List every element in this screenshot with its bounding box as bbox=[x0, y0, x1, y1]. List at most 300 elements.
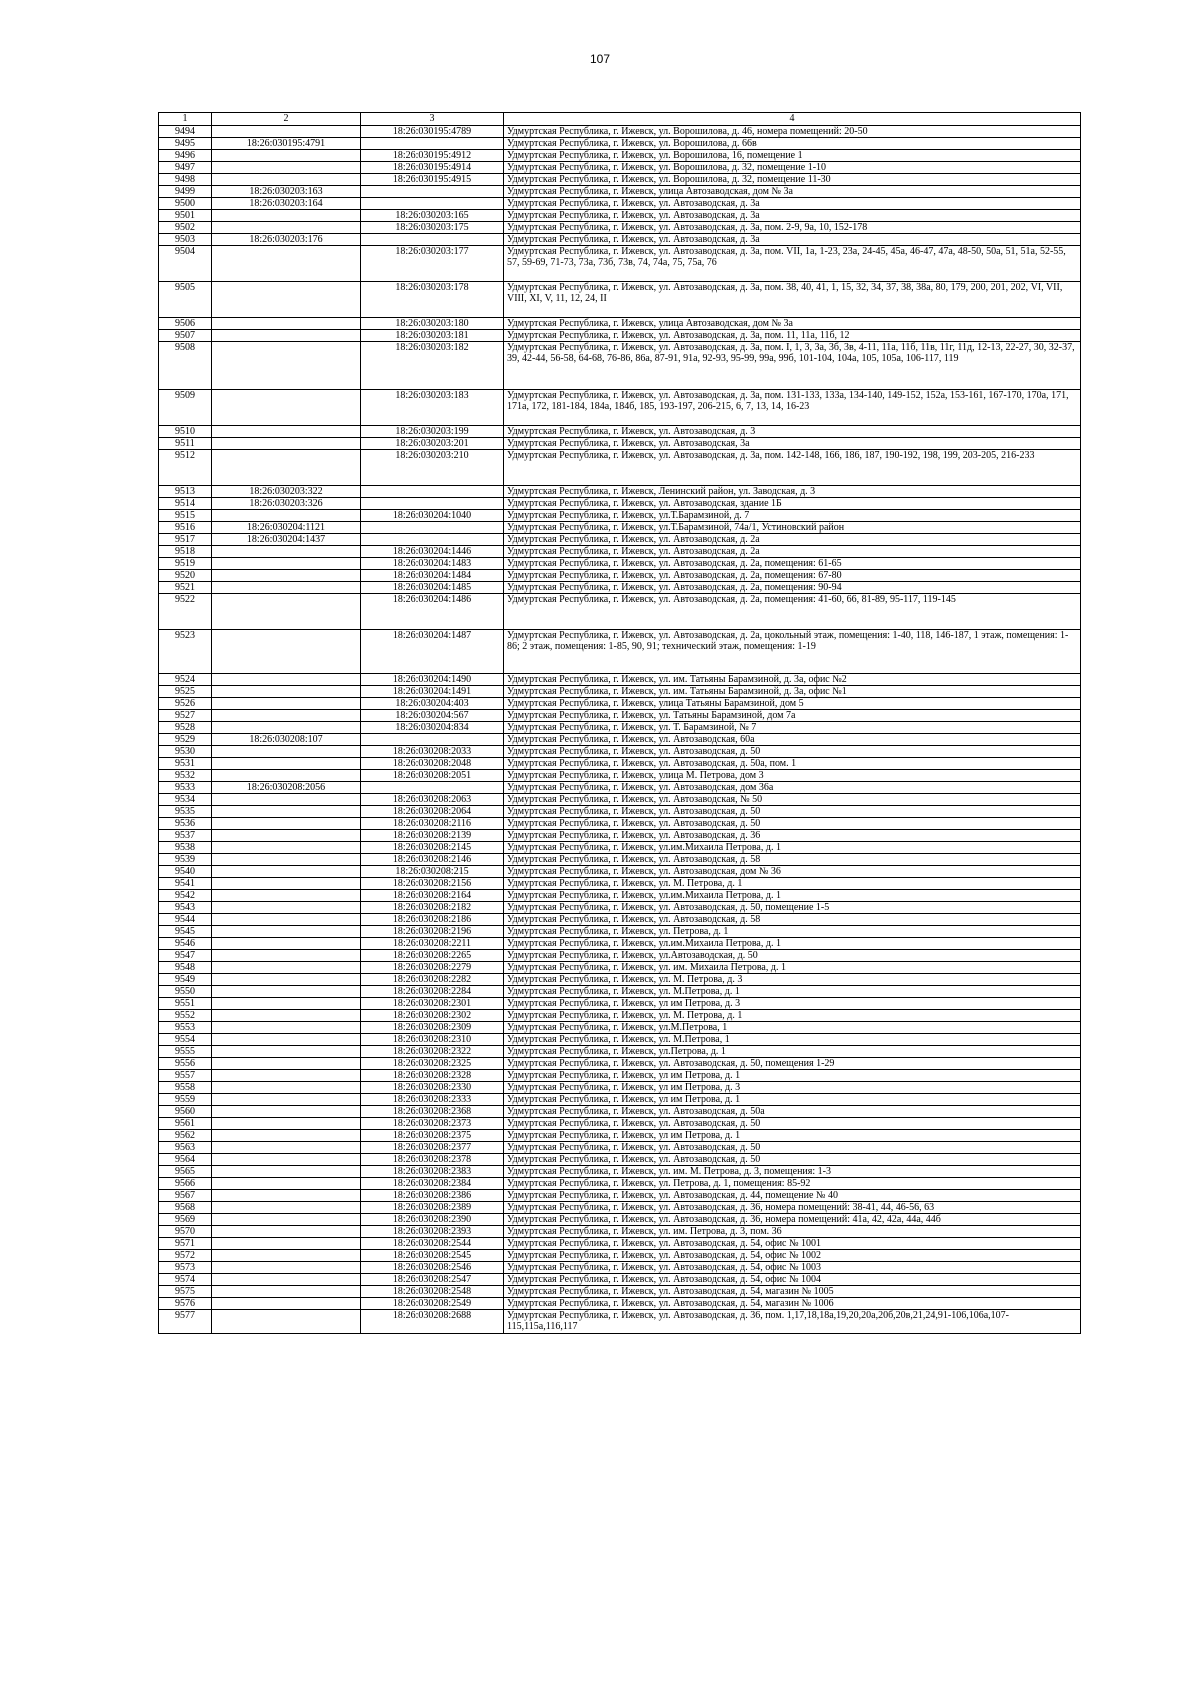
address: Удмуртская Республика, г. Ижевск, улица Автозаводская, дом № 3а bbox=[504, 186, 1081, 198]
table-row bbox=[159, 806, 1081, 818]
table-row bbox=[159, 890, 1081, 902]
address: Удмуртская Республика, г. Ижевск, ул. Т. Барамзиной, № 7 bbox=[504, 722, 1081, 734]
cadastral-number-building bbox=[361, 138, 504, 150]
address: Удмуртская Республика, г. Ижевск, ул. Автозаводская, д. 2а, цокольный этаж, помещения: 1-40, 118, 146-187, 1 этаж, помещения: 1-86; 2 этаж, помещения: 1-85, 90, 91; технический этаж, помещения: 1-19 bbox=[504, 630, 1081, 674]
table-row bbox=[159, 686, 1081, 698]
address: Удмуртская Республика, г. Ижевск, ул. Автозаводская, д. 36, номера помещений: 41а, 42, 42а, 44а, 44б bbox=[504, 1214, 1081, 1226]
cadastral-number-land bbox=[212, 330, 361, 342]
row-number: 9507 bbox=[159, 330, 212, 342]
cadastral-number-land: 18:26:030203:164 bbox=[212, 198, 361, 210]
row-number: 9538 bbox=[159, 842, 212, 854]
cadastral-number-building: 18:26:030208:2546 bbox=[361, 1262, 504, 1274]
cadastral-number-land bbox=[212, 722, 361, 734]
cadastral-number-building bbox=[361, 486, 504, 498]
cadastral-number-land: 18:26:030208:107 bbox=[212, 734, 361, 746]
table-row bbox=[159, 198, 1081, 210]
cadastral-number-building: 18:26:030208:2549 bbox=[361, 1298, 504, 1310]
cadastral-number-building: 18:26:030204:567 bbox=[361, 710, 504, 722]
cadastral-number-land bbox=[212, 1034, 361, 1046]
table-row bbox=[159, 318, 1081, 330]
address: Удмуртская Республика, г. Ижевск, ул. Автозаводская, д. 3а bbox=[504, 234, 1081, 246]
cadastral-number-building: 18:26:030208:2393 bbox=[361, 1226, 504, 1238]
cadastral-number-land bbox=[212, 998, 361, 1010]
table-row bbox=[159, 222, 1081, 234]
address: Удмуртская Республика, г. Ижевск, ул. М.Петрова, 1 bbox=[504, 1034, 1081, 1046]
row-number: 9515 bbox=[159, 510, 212, 522]
address: Удмуртская Республика, г. Ижевск, ул. Автозаводская, д. 58 bbox=[504, 914, 1081, 926]
table-row bbox=[159, 1034, 1081, 1046]
table-row bbox=[159, 710, 1081, 722]
row-number: 9563 bbox=[159, 1142, 212, 1154]
address: Удмуртская Республика, г. Ижевск, ул. М.Петрова, д. 1 bbox=[504, 986, 1081, 998]
row-number: 9503 bbox=[159, 234, 212, 246]
row-number: 9571 bbox=[159, 1238, 212, 1250]
cadastral-number-land bbox=[212, 866, 361, 878]
row-number: 9549 bbox=[159, 974, 212, 986]
cadastral-number-land bbox=[212, 1010, 361, 1022]
address: Удмуртская Республика, г. Ижевск, ул. Автозаводская, д. 54, магазин № 1005 bbox=[504, 1286, 1081, 1298]
address: Удмуртская Республика, г. Ижевск, ул. Автозаводская, д. 36, пом. 1,17,18,18а,19,20,20а,20б,20в,21,24,91-106,106а,107-115,115а,116,117 bbox=[504, 1310, 1081, 1334]
address: Удмуртская Республика, г. Ижевск, ул. Автозаводская, д. 3а, пом. 11, 11а, 11б, 12 bbox=[504, 330, 1081, 342]
table-row bbox=[159, 986, 1081, 998]
address: Удмуртская Республика, г. Ижевск, ул.Т.Барамзиной, д. 7 bbox=[504, 510, 1081, 522]
cadastral-number-building: 18:26:030208:2186 bbox=[361, 914, 504, 926]
table-row bbox=[159, 522, 1081, 534]
cadastral-number-building: 18:26:030204:403 bbox=[361, 698, 504, 710]
row-number: 9567 bbox=[159, 1190, 212, 1202]
table-row bbox=[159, 794, 1081, 806]
row-number: 9548 bbox=[159, 962, 212, 974]
row-number: 9514 bbox=[159, 498, 212, 510]
table-row bbox=[159, 698, 1081, 710]
row-number: 9508 bbox=[159, 342, 212, 390]
address: Удмуртская Республика, г. Ижевск, ул. Автозаводская, д. 3а, пом. 142-148, 166, 186, 187, 190-192, 198, 199, 203-205, 216-233 bbox=[504, 450, 1081, 486]
cadastral-number-building: 18:26:030208:2211 bbox=[361, 938, 504, 950]
cadastral-number-land: 18:26:030203:163 bbox=[212, 186, 361, 198]
row-number: 9551 bbox=[159, 998, 212, 1010]
cadastral-number-building: 18:26:030203:210 bbox=[361, 450, 504, 486]
address: Удмуртская Республика, г. Ижевск, ул. Автозаводская, д. 50а bbox=[504, 1106, 1081, 1118]
row-number: 9497 bbox=[159, 162, 212, 174]
cadastral-number-land bbox=[212, 426, 361, 438]
table-row bbox=[159, 866, 1081, 878]
address: Удмуртская Республика, г. Ижевск, ул.Т.Барамзиной, 74а/1, Устиновский район bbox=[504, 522, 1081, 534]
table-row bbox=[159, 1226, 1081, 1238]
cadastral-number-land bbox=[212, 674, 361, 686]
row-number: 9540 bbox=[159, 866, 212, 878]
cadastral-number-building: 18:26:030203:201 bbox=[361, 438, 504, 450]
cadastral-number-building: 18:26:030208:215 bbox=[361, 866, 504, 878]
cadastral-number-land bbox=[212, 174, 361, 186]
address: Удмуртская Республика, г. Ижевск, ул. Автозаводская, д. 50 bbox=[504, 746, 1081, 758]
row-number: 9576 bbox=[159, 1298, 212, 1310]
table-row bbox=[159, 1058, 1081, 1070]
table-row bbox=[159, 938, 1081, 950]
row-number: 9502 bbox=[159, 222, 212, 234]
row-number: 9575 bbox=[159, 1286, 212, 1298]
address: Удмуртская Республика, г. Ижевск, ул. Автозаводская, д. 50 bbox=[504, 818, 1081, 830]
table-row bbox=[159, 246, 1081, 282]
address: Удмуртская Республика, г. Ижевск, ул. Автозаводская, 3а bbox=[504, 438, 1081, 450]
cadastral-number-land bbox=[212, 246, 361, 282]
row-number: 9518 bbox=[159, 546, 212, 558]
table-row bbox=[159, 1142, 1081, 1154]
table-row bbox=[159, 1010, 1081, 1022]
address: Удмуртская Республика, г. Ижевск, ул. им. Татьяны Барамзиной, д. 3а, офис №2 bbox=[504, 674, 1081, 686]
cadastral-number-building: 18:26:030208:2051 bbox=[361, 770, 504, 782]
cadastral-number-building: 18:26:030204:1483 bbox=[361, 558, 504, 570]
row-number: 9543 bbox=[159, 902, 212, 914]
cadastral-number-land bbox=[212, 546, 361, 558]
cadastral-number-land bbox=[212, 1094, 361, 1106]
column-header-3: 3 bbox=[361, 113, 504, 126]
address: Удмуртская Республика, г. Ижевск, ул им Петрова, д. 3 bbox=[504, 1082, 1081, 1094]
table-row bbox=[159, 558, 1081, 570]
cadastral-number-land bbox=[212, 594, 361, 630]
cadastral-number-building: 18:26:030208:2386 bbox=[361, 1190, 504, 1202]
table-row bbox=[159, 746, 1081, 758]
row-number: 9509 bbox=[159, 390, 212, 426]
cadastral-number-land bbox=[212, 342, 361, 390]
cadastral-number-land bbox=[212, 1130, 361, 1142]
address: Удмуртская Республика, г. Ижевск, ул. Автозаводская, д. 3а, пом. 2-9, 9а, 10, 152-178 bbox=[504, 222, 1081, 234]
cadastral-number-land bbox=[212, 914, 361, 926]
table-row bbox=[159, 330, 1081, 342]
cadastral-number-land bbox=[212, 1262, 361, 1274]
cadastral-number-land bbox=[212, 390, 361, 426]
cadastral-number-land bbox=[212, 830, 361, 842]
column-header-1: 1 bbox=[159, 113, 212, 126]
cadastral-number-land bbox=[212, 770, 361, 782]
cadastral-number-land bbox=[212, 558, 361, 570]
cadastral-number-building: 18:26:030208:2164 bbox=[361, 890, 504, 902]
address: Удмуртская Республика, г. Ижевск, ул. Автозаводская, д. 50 bbox=[504, 1154, 1081, 1166]
address: Удмуртская Республика, г. Ижевск, ул. Автозаводская, д. 50а, пом. 1 bbox=[504, 758, 1081, 770]
row-number: 9559 bbox=[159, 1094, 212, 1106]
address: Удмуртская Республика, г. Ижевск, ул. им. Татьяны Барамзиной, д. 3а, офис №1 bbox=[504, 686, 1081, 698]
row-number: 9535 bbox=[159, 806, 212, 818]
row-number: 9565 bbox=[159, 1166, 212, 1178]
row-number: 9505 bbox=[159, 282, 212, 318]
cadastral-number-building bbox=[361, 234, 504, 246]
cadastral-number-land bbox=[212, 926, 361, 938]
table-row bbox=[159, 138, 1081, 150]
cadastral-number-building: 18:26:030208:2322 bbox=[361, 1046, 504, 1058]
address: Удмуртская Республика, г. Ижевск, ул.им.Михаила Петрова, д. 1 bbox=[504, 890, 1081, 902]
cadastral-number-building: 18:26:030203:177 bbox=[361, 246, 504, 282]
row-number: 9539 bbox=[159, 854, 212, 866]
cadastral-number-land bbox=[212, 1286, 361, 1298]
row-number: 9573 bbox=[159, 1262, 212, 1274]
cadastral-number-building: 18:26:030208:2389 bbox=[361, 1202, 504, 1214]
cadastral-number-building: 18:26:030208:2145 bbox=[361, 842, 504, 854]
address: Удмуртская Республика, г. Ижевск, ул. Ворошилова, 16, помещение 1 bbox=[504, 150, 1081, 162]
cadastral-number-land: 18:26:030203:322 bbox=[212, 486, 361, 498]
table-row bbox=[159, 282, 1081, 318]
table-row bbox=[159, 974, 1081, 986]
table-row bbox=[159, 186, 1081, 198]
row-number: 9557 bbox=[159, 1070, 212, 1082]
row-number: 9558 bbox=[159, 1082, 212, 1094]
table-row bbox=[159, 534, 1081, 546]
address: Удмуртская Республика, г. Ижевск, ул. Ворошилова, д. 32, помещение 11-30 bbox=[504, 174, 1081, 186]
cadastral-number-land bbox=[212, 1154, 361, 1166]
row-number: 9504 bbox=[159, 246, 212, 282]
row-number: 9574 bbox=[159, 1274, 212, 1286]
cadastral-number-land: 18:26:030208:2056 bbox=[212, 782, 361, 794]
row-number: 9553 bbox=[159, 1022, 212, 1034]
table-row bbox=[159, 758, 1081, 770]
cadastral-number-land bbox=[212, 962, 361, 974]
cadastral-number-land bbox=[212, 162, 361, 174]
table-row bbox=[159, 962, 1081, 974]
table-row bbox=[159, 1082, 1081, 1094]
address: Удмуртская Республика, г. Ижевск, ул. Автозаводская, д. 50 bbox=[504, 1142, 1081, 1154]
table-row bbox=[159, 770, 1081, 782]
cadastral-number-building: 18:26:030208:2377 bbox=[361, 1142, 504, 1154]
address: Удмуртская Республика, г. Ижевск, ул. М. Петрова, д. 1 bbox=[504, 878, 1081, 890]
table-row bbox=[159, 842, 1081, 854]
cadastral-number-land bbox=[212, 902, 361, 914]
row-number: 9522 bbox=[159, 594, 212, 630]
column-header-2: 2 bbox=[212, 113, 361, 126]
cadastral-number-building: 18:26:030208:2309 bbox=[361, 1022, 504, 1034]
address: Удмуртская Республика, г. Ижевск, ул. Автозаводская, д. 3 bbox=[504, 426, 1081, 438]
cadastral-number-building: 18:26:030208:2333 bbox=[361, 1094, 504, 1106]
cadastral-number-building: 18:26:030208:2282 bbox=[361, 974, 504, 986]
cadastral-number-building: 18:26:030208:2033 bbox=[361, 746, 504, 758]
row-number: 9525 bbox=[159, 686, 212, 698]
row-number: 9516 bbox=[159, 522, 212, 534]
row-number: 9520 bbox=[159, 570, 212, 582]
table-row bbox=[159, 1238, 1081, 1250]
address: Удмуртская Республика, г. Ижевск, ул. Автозаводская, д. 3а bbox=[504, 198, 1081, 210]
cadastral-number-building: 18:26:030203:180 bbox=[361, 318, 504, 330]
cadastral-number-building: 18:26:030208:2328 bbox=[361, 1070, 504, 1082]
cadastral-number-land bbox=[212, 1310, 361, 1334]
row-number: 9569 bbox=[159, 1214, 212, 1226]
address: Удмуртская Республика, г. Ижевск, ул. Петрова, д. 1, помещения: 85-92 bbox=[504, 1178, 1081, 1190]
cadastral-number-land: 18:26:030203:176 bbox=[212, 234, 361, 246]
cadastral-number-land bbox=[212, 1082, 361, 1094]
row-number: 9530 bbox=[159, 746, 212, 758]
cadastral-number-building: 18:26:030203:182 bbox=[361, 342, 504, 390]
table-row bbox=[159, 914, 1081, 926]
cadastral-number-land bbox=[212, 818, 361, 830]
address: Удмуртская Республика, г. Ижевск, ул. Автозаводская, д. 44, помещение № 40 bbox=[504, 1190, 1081, 1202]
cadastral-number-building bbox=[361, 198, 504, 210]
row-number: 9544 bbox=[159, 914, 212, 926]
table-row bbox=[159, 830, 1081, 842]
cadastral-number-building: 18:26:030208:2375 bbox=[361, 1130, 504, 1142]
address: Удмуртская Республика, г. Ижевск, ул. им. Михаила Петрова, д. 1 bbox=[504, 962, 1081, 974]
cadastral-number-building: 18:26:030208:2146 bbox=[361, 854, 504, 866]
address: Удмуртская Республика, г. Ижевск, ул. Автозаводская, № 50 bbox=[504, 794, 1081, 806]
address: Удмуртская Республика, г. Ижевск, улица М. Петрова, дом 3 bbox=[504, 770, 1081, 782]
row-number: 9542 bbox=[159, 890, 212, 902]
table-row bbox=[159, 342, 1081, 390]
address: Удмуртская Республика, г. Ижевск, ул.Петрова, д. 1 bbox=[504, 1046, 1081, 1058]
table-row bbox=[159, 162, 1081, 174]
row-number: 9568 bbox=[159, 1202, 212, 1214]
table-row bbox=[159, 1274, 1081, 1286]
address: Удмуртская Республика, г. Ижевск, ул. М. Петрова, д. 3 bbox=[504, 974, 1081, 986]
cadastral-number-building: 18:26:030204:1484 bbox=[361, 570, 504, 582]
table-row bbox=[159, 1262, 1081, 1274]
table-row bbox=[159, 1070, 1081, 1082]
address: Удмуртская Республика, г. Ижевск, ул. Автозаводская, д. 2а bbox=[504, 546, 1081, 558]
cadastral-number-land bbox=[212, 1178, 361, 1190]
table-row bbox=[159, 926, 1081, 938]
column-header-4: 4 bbox=[504, 113, 1081, 126]
address: Удмуртская Республика, г. Ижевск, ул. Автозаводская, д. 50 bbox=[504, 1118, 1081, 1130]
cadastral-number-building: 18:26:030203:178 bbox=[361, 282, 504, 318]
cadastral-number-building: 18:26:030208:2156 bbox=[361, 878, 504, 890]
table-row bbox=[159, 1190, 1081, 1202]
table-row bbox=[159, 674, 1081, 686]
table-row bbox=[159, 1022, 1081, 1034]
cadastral-number-building bbox=[361, 734, 504, 746]
cadastral-number-land bbox=[212, 1166, 361, 1178]
cadastral-number-land bbox=[212, 510, 361, 522]
cadastral-number-building: 18:26:030204:1490 bbox=[361, 674, 504, 686]
address: Удмуртская Республика, г. Ижевск, ул.Автозаводская, д. 50 bbox=[504, 950, 1081, 962]
table-row bbox=[159, 1298, 1081, 1310]
table-row bbox=[159, 902, 1081, 914]
cadastral-number-building: 18:26:030203:199 bbox=[361, 426, 504, 438]
cadastral-number-land bbox=[212, 1238, 361, 1250]
address: Удмуртская Республика, г. Ижевск, ул им Петрова, д. 1 bbox=[504, 1094, 1081, 1106]
row-number: 9501 bbox=[159, 210, 212, 222]
cadastral-number-building: 18:26:030204:1485 bbox=[361, 582, 504, 594]
address: Удмуртская Республика, г. Ижевск, ул. Автозаводская, здание 1Б bbox=[504, 498, 1081, 510]
address: Удмуртская Республика, г. Ижевск, ул. Автозаводская, д. 2а, помещения: 67-80 bbox=[504, 570, 1081, 582]
cadastral-number-building: 18:26:030208:2373 bbox=[361, 1118, 504, 1130]
row-number: 9564 bbox=[159, 1154, 212, 1166]
table-row bbox=[159, 126, 1081, 138]
table-row bbox=[159, 1286, 1081, 1298]
address: Удмуртская Республика, г. Ижевск, ул. Автозаводская, д. 3а, пом. 131-133, 133а, 134-140, 149-152, 152а, 153-161, 167-170, 170а, 171, 171а, 172, 181-184, 184а, 184б, 185, 193-197, 206-215, 6, 7, 13, 14, 16-23 bbox=[504, 390, 1081, 426]
cadastral-number-building: 18:26:030203:183 bbox=[361, 390, 504, 426]
cadastral-number-building: 18:26:030208:2064 bbox=[361, 806, 504, 818]
row-number: 9532 bbox=[159, 770, 212, 782]
address: Удмуртская Республика, г. Ижевск, ул. Татьяны Барамзиной, дом 7а bbox=[504, 710, 1081, 722]
cadastral-number-building: 18:26:030203:181 bbox=[361, 330, 504, 342]
cadastral-number-building: 18:26:030204:1487 bbox=[361, 630, 504, 674]
table-row bbox=[159, 722, 1081, 734]
cadastral-number-land bbox=[212, 126, 361, 138]
row-number: 9517 bbox=[159, 534, 212, 546]
address: Удмуртская Республика, г. Ижевск, ул им Петрова, д. 3 bbox=[504, 998, 1081, 1010]
cadastral-number-building: 18:26:030208:2196 bbox=[361, 926, 504, 938]
cadastral-number-land bbox=[212, 1142, 361, 1154]
table-row bbox=[159, 594, 1081, 630]
cadastral-number-land bbox=[212, 1070, 361, 1082]
cadastral-number-building: 18:26:030208:2384 bbox=[361, 1178, 504, 1190]
cadastral-number-building bbox=[361, 186, 504, 198]
address: Удмуртская Республика, г. Ижевск, ул. Автозаводская, д. 58 bbox=[504, 854, 1081, 866]
address: Удмуртская Республика, г. Ижевск, ул. Ворошилова, д. 32, помещение 1-10 bbox=[504, 162, 1081, 174]
table-row bbox=[159, 1130, 1081, 1142]
cadastral-number-land bbox=[212, 686, 361, 698]
table-row bbox=[159, 878, 1081, 890]
address: Удмуртская Республика, г. Ижевск, ул. Автозаводская, д. 54, магазин № 1006 bbox=[504, 1298, 1081, 1310]
row-number: 9496 bbox=[159, 150, 212, 162]
row-number: 9511 bbox=[159, 438, 212, 450]
address: Удмуртская Республика, г. Ижевск, ул. Автозаводская, д. 50, помещение 1-5 bbox=[504, 902, 1081, 914]
registry-table bbox=[158, 112, 1081, 1334]
cadastral-number-land bbox=[212, 746, 361, 758]
address: Удмуртская Республика, г. Ижевск, ул. Автозаводская, д. 2а bbox=[504, 534, 1081, 546]
address: Удмуртская Республика, г. Ижевск, ул. Автозаводская, д. 3а, пом. VII, 1а, 1-23, 23а, 24-45, 45а, 46-47, 47а, 48-50, 50а, 51, 51а, 52-55, 57, 59-69, 71-73, 73а, 73б, 73в, 74, 74а, 75, 75а, 76 bbox=[504, 246, 1081, 282]
cadastral-number-building: 18:26:030195:4789 bbox=[361, 126, 504, 138]
header-row bbox=[159, 113, 1081, 126]
cadastral-number-land bbox=[212, 1226, 361, 1238]
table-row bbox=[159, 1094, 1081, 1106]
table-row bbox=[159, 546, 1081, 558]
cadastral-number-building: 18:26:030195:4912 bbox=[361, 150, 504, 162]
cadastral-number-land bbox=[212, 950, 361, 962]
row-number: 9562 bbox=[159, 1130, 212, 1142]
table-body bbox=[159, 126, 1081, 1334]
table-row bbox=[159, 1250, 1081, 1262]
table-row bbox=[159, 1154, 1081, 1166]
row-number: 9531 bbox=[159, 758, 212, 770]
address: Удмуртская Республика, г. Ижевск, ул.М.Петрова, 1 bbox=[504, 1022, 1081, 1034]
cadastral-number-building bbox=[361, 522, 504, 534]
cadastral-number-building: 18:26:030203:165 bbox=[361, 210, 504, 222]
cadastral-number-building: 18:26:030208:2325 bbox=[361, 1058, 504, 1070]
table-row bbox=[159, 438, 1081, 450]
address: Удмуртская Республика, г. Ижевск, ул. Автозаводская, д. 36, номера помещений: 38-41, 44, 46-56, 63 bbox=[504, 1202, 1081, 1214]
cadastral-number-land bbox=[212, 282, 361, 318]
table-row bbox=[159, 998, 1081, 1010]
table-row bbox=[159, 234, 1081, 246]
cadastral-number-building: 18:26:030208:2330 bbox=[361, 1082, 504, 1094]
cadastral-number-land bbox=[212, 1250, 361, 1262]
row-number: 9529 bbox=[159, 734, 212, 746]
address: Удмуртская Республика, г. Ижевск, ул. Петрова, д. 1 bbox=[504, 926, 1081, 938]
address: Удмуртская Республика, г. Ижевск, ул.им.Михаила Петрова, д. 1 bbox=[504, 938, 1081, 950]
address: Удмуртская Республика, г. Ижевск, ул. Автозаводская, 60а bbox=[504, 734, 1081, 746]
cadastral-number-land bbox=[212, 438, 361, 450]
cadastral-number-land bbox=[212, 1118, 361, 1130]
cadastral-number-land bbox=[212, 1190, 361, 1202]
cadastral-number-land bbox=[212, 986, 361, 998]
table-row bbox=[159, 1202, 1081, 1214]
cadastral-number-land bbox=[212, 1274, 361, 1286]
row-number: 9521 bbox=[159, 582, 212, 594]
cadastral-number-land bbox=[212, 842, 361, 854]
row-number: 9561 bbox=[159, 1118, 212, 1130]
address: Удмуртская Республика, г. Ижевск, ул.им.Михаила Петрова, д. 1 bbox=[504, 842, 1081, 854]
table-row bbox=[159, 1214, 1081, 1226]
address: Удмуртская Республика, г. Ижевск, ул. Автозаводская, д. 54, офис № 1002 bbox=[504, 1250, 1081, 1262]
cadastral-number-building: 18:26:030208:2545 bbox=[361, 1250, 504, 1262]
row-number: 9510 bbox=[159, 426, 212, 438]
cadastral-number-building: 18:26:030208:2548 bbox=[361, 1286, 504, 1298]
address: Удмуртская Республика, г. Ижевск, ул. Автозаводская, дом 36а bbox=[504, 782, 1081, 794]
cadastral-number-building bbox=[361, 498, 504, 510]
row-number: 9534 bbox=[159, 794, 212, 806]
cadastral-number-building: 18:26:030208:2279 bbox=[361, 962, 504, 974]
table-row bbox=[159, 1178, 1081, 1190]
address: Удмуртская Республика, г. Ижевск, ул им Петрова, д. 1 bbox=[504, 1130, 1081, 1142]
row-number: 9513 bbox=[159, 486, 212, 498]
cadastral-number-building: 18:26:030204:1491 bbox=[361, 686, 504, 698]
cadastral-number-land bbox=[212, 806, 361, 818]
table-row bbox=[159, 582, 1081, 594]
